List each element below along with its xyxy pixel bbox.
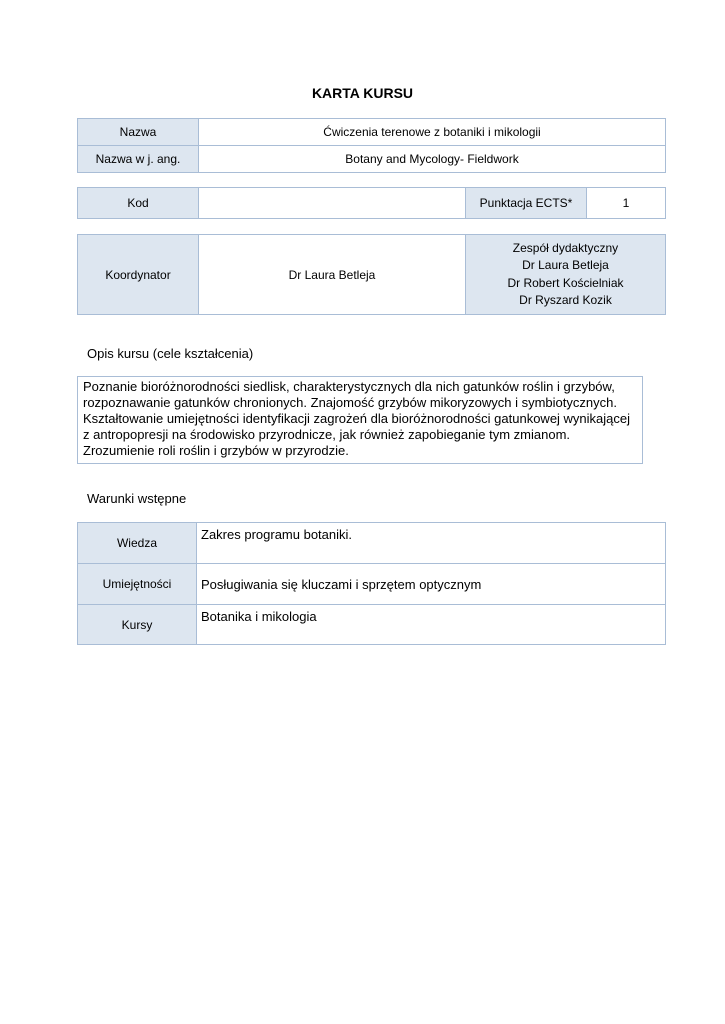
table-row (78, 523, 666, 564)
team-member: Dr Laura Betleja (522, 258, 609, 272)
ects-value: 1 (587, 188, 666, 219)
coordinator-label: Koordynator (78, 235, 199, 315)
team-member: Dr Robert Kościelniak (507, 275, 624, 290)
code-table (77, 187, 666, 219)
prerequisites-table (77, 522, 666, 645)
team-label: Zespół dydaktyczny (512, 240, 619, 255)
prereq-label: Kursy (78, 605, 197, 645)
teaching-team (466, 235, 666, 315)
prereq-label: Umiejętności (78, 564, 197, 605)
course-name-table (77, 118, 666, 173)
prereq-value: Posługiwania się kluczami i sprzętem optycznym (197, 564, 666, 605)
table-row (78, 605, 666, 645)
code-label: Kod (78, 188, 199, 219)
code-value (199, 188, 466, 219)
name-label: Nazwa (78, 119, 199, 146)
team-member: Dr Ryszard Kozik (519, 293, 612, 307)
name-value: Ćwiczenia terenowe z botaniki i mikologii (199, 119, 666, 146)
description-text: Poznanie bioróżnorodności siedlisk, charakterystycznych dla nich gatunków roślin i grzybów, rozpoznawanie gatunków chronionych. Znajomość grzybów mikoryzowych i symbiotycznych. Kształtowanie umiejętności identyfikacji zagrożeń dla bioróżnorodności gatunkowej wynikającej z antropopresji na środowisko przyrodnicze, jak również zapobieganie tym zmianom. Zrozumienie roli roślin i grzybów w przyrodzie. (77, 376, 643, 464)
coordinator-value: Dr Laura Betleja (199, 235, 466, 315)
ects-label: Punktacja ECTS* (466, 188, 587, 219)
description-heading: Opis kursu (cele kształcenia) (87, 346, 254, 361)
prerequisites-heading: Warunki wstępne (87, 491, 187, 506)
name-en-label: Nazwa w j. ang. (78, 146, 199, 173)
prereq-value: Botanika i mikologia (197, 605, 666, 645)
table-row (78, 564, 666, 605)
name-en-value: Botany and Mycology- Fieldwork (199, 146, 666, 173)
page-title: KARTA KURSU (311, 85, 414, 101)
coordinator-table (77, 234, 666, 315)
prereq-label: Wiedza (78, 523, 197, 564)
prereq-value: Zakres programu botaniki. (197, 523, 666, 564)
